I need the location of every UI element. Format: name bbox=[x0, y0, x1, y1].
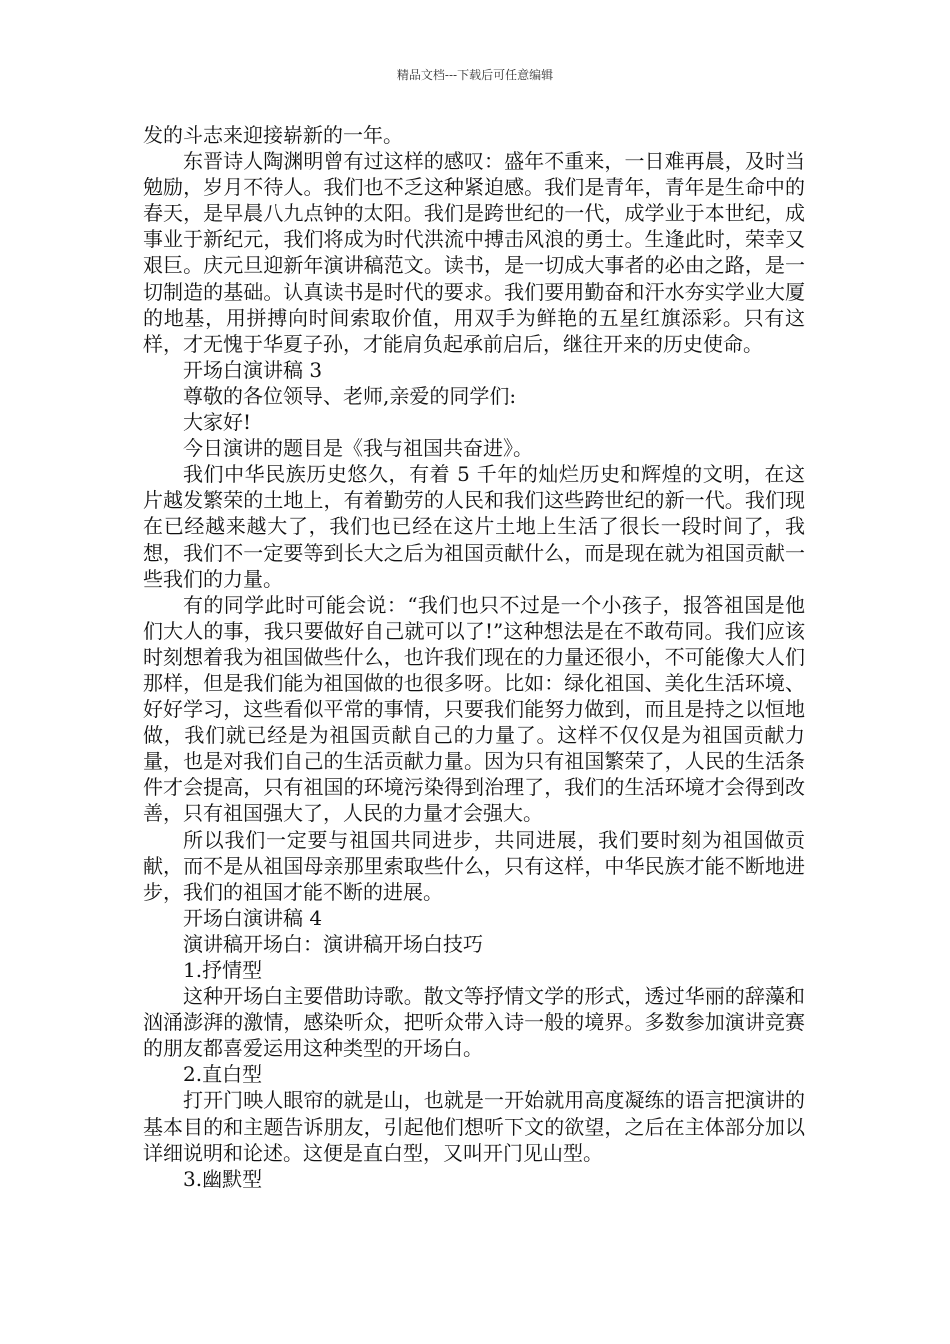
paragraph: 演讲稿开场白：演讲稿开场白技巧 bbox=[183, 931, 483, 956]
page-header: 精品文档---下载后可任意编辑 bbox=[396, 68, 554, 82]
paragraph: 大家好! bbox=[183, 410, 252, 435]
paragraph: 东晋诗人陶渊明曾有过这样的感叹：盛年不重来，一日难再晨，及时当勉励，岁月不待人。我们也不乏这种紧迫感。我们是青年，青年是生命中的春天，是早晨八九点钟的太阳。我们是跨世纪的一代，成学业于本世纪，成事业于新纪元，我们将成为时代洪流中搏击风浪的勇士。生逢此时，荣幸又艰巨。庆元旦迎新年演讲稿范文。读书，是一切成大事者的必由之路，是一切制造的基础。认真读书是时代的要求。我们要用勤奋和汗水夯实学业大厦的地基，用拼搏向时间索取价值，用双手为鲜艳的五星红旗添彩。只有这样，才无愧于华夏子孙，才能肩负起承前启后，继往开来的历史使命。 bbox=[143, 149, 805, 356]
paragraph: 开场白演讲稿 3 bbox=[183, 357, 323, 382]
paragraph: 今日演讲的题目是《我与祖国共奋进》。 bbox=[183, 436, 533, 461]
paragraph: 3.幽默型 bbox=[183, 1166, 263, 1191]
document-body bbox=[143, 122, 805, 1192]
paragraph: 所以我们一定要与祖国共同进步，共同进展，我们要时刻为祖国做贡献，而不是从祖国母亲那里索取些什么，只有这样，中华民族才能不断地进步，我们的祖国才能不断的进展。 bbox=[143, 827, 805, 904]
paragraph: 开场白演讲稿 4 bbox=[183, 905, 323, 930]
paragraph: 1.抒情型 bbox=[183, 958, 263, 982]
paragraph: 有的同学此时可能会说：“我们也只不过是一个小孩子，报答祖国是他们大人的事，我只要做好自己就可以了!”这种想法是在不敢苟同。我们应该时刻想着我为祖国做些什么，也许我们现在的力量还很小，不可能像大人们那样，但是我们能为祖国做的也很多呀。比如：绿化祖国、美化生活环境、好好学习，这些看似平常的事情，只要我们能努力做到，而且是持之以恒地做，我们就已经是为祖国贡献自己的力量了。这样不仅仅是为祖国贡献力量，也是对我们自己的生活贡献力量。因为只有祖国繁荣了，人民的生活条件才会提高，只有祖国的环境污染得到治理了，我们的生活环境才会得到改善，只有祖国强大了，人民的力量才会强大。 bbox=[143, 592, 805, 826]
paragraph: 尊敬的各位领导、老师,亲爱的同学们: bbox=[183, 383, 517, 408]
paragraph: 我们中华民族历史悠久，有着 5 千年的灿烂历史和辉煌的文明，在这片越发繁荣的土地上，有着勤劳的人民和我们这些跨世纪的新一代。我们现在已经越来越大了，我们也已经在这片土地上生活了很长一段时间了，我想，我们不一定要等到长大之后为祖国贡献什么，而是现在就为祖国贡献一些我们的力量。 bbox=[143, 462, 805, 591]
paragraph: 2.直白型 bbox=[183, 1062, 263, 1087]
paragraph: 这种开场白主要借助诗歌。散文等抒情文学的形式，透过华丽的辞藻和汹涌澎湃的激情，感染听众，把听众带入诗一般的境界。多数参加演讲竞赛的朋友都喜爱运用这种类型的开场白。 bbox=[143, 984, 805, 1061]
paragraph: 打开门映人眼帘的就是山，也就是一开始就用高度凝练的语言把演讲的基本目的和主题告诉朋友，引起他们想听下文的欲望，之后在主体部分加以详细说明和论述。这便是直白型，又叫开门见山型。 bbox=[143, 1088, 805, 1165]
paragraph: 发的斗志来迎接崭新的一年。 bbox=[143, 123, 403, 147]
